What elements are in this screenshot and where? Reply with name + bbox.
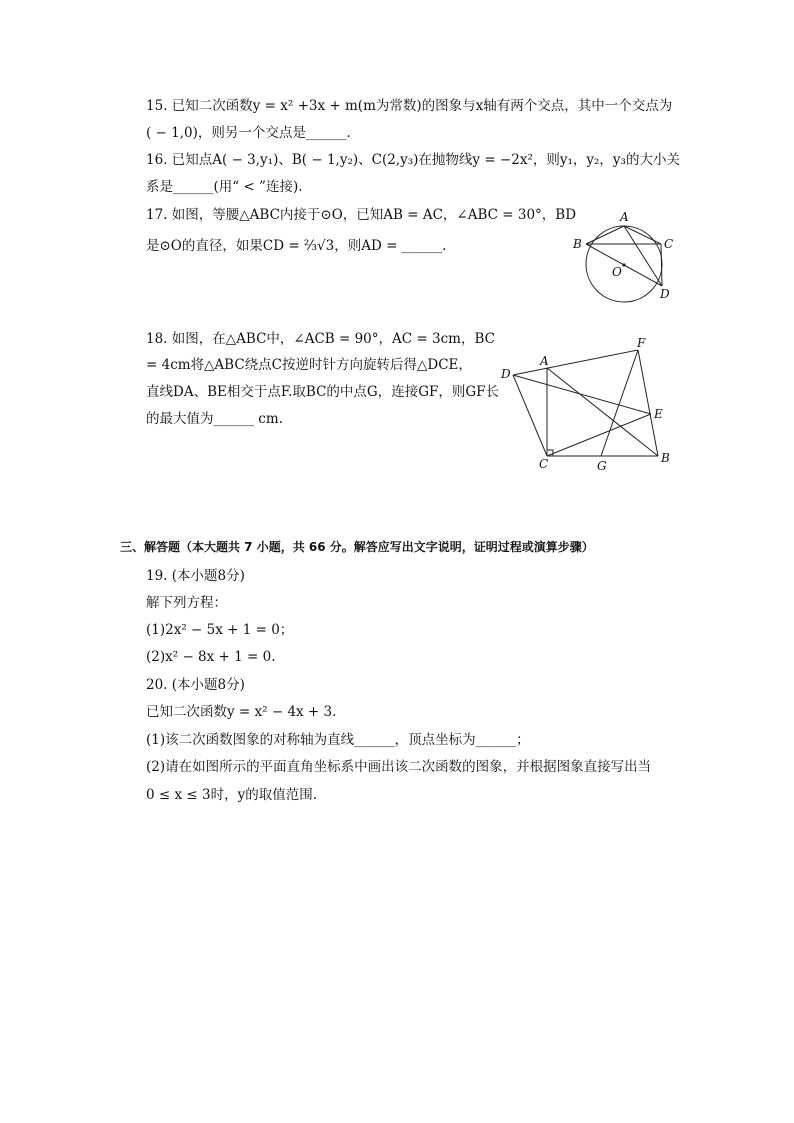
q20-header: 20. (本小题8分): [146, 677, 245, 693]
q19-intro: 解下列方程：: [146, 595, 227, 611]
q18-segment-dc: [513, 375, 547, 456]
q18-segment-de: [513, 375, 651, 414]
q18-line-1: 18. 如图，在△ABC中，∠ACB = 90°，AC = 3cm，BC: [146, 331, 495, 347]
q20-part-1: (1)该二次函数图象的对称轴为直线______，顶点坐标为______；: [146, 732, 530, 748]
q18-line-3: 直线DA、BE相交于点F.取BC的中点G，连接GF，则GF长: [146, 384, 499, 400]
q19-part-2: (2)x² − 8x + 1 = 0.: [146, 649, 276, 665]
q19-header: 19. (本小题8分): [146, 568, 245, 584]
q17-line-1: 17. 如图，等腰△ABC内接于⊙O，已知AB = AC，∠ABC = 30°，BD: [146, 207, 577, 223]
section-3-title: 三、解答题（本大题共 7 小题，共 66 分。解答应写出文字说明，证明过程或演算步骤）: [120, 540, 594, 554]
q20-intro: 已知二次函数y = x² − 4x + 3.: [146, 704, 337, 720]
q18-segment-gf: [601, 350, 638, 456]
q16-line-2: 系是______(用“ < ”连接).: [146, 179, 303, 195]
q17-center-dot: [622, 263, 625, 266]
q17-figure: [570, 208, 680, 308]
q17-segment-cd: [661, 244, 662, 286]
q18-line-2: = 4cm将△ABC绕点C按逆时针方向旋转后得△DCE，: [146, 357, 472, 373]
q18-label-d: D: [501, 367, 511, 381]
q18-label-a: A: [540, 354, 549, 368]
q20-part-2-line-2: 0 ≤ x ≤ 3时，y的取值范围.: [146, 787, 317, 803]
q18-label-c: C: [539, 457, 549, 471]
q17-label-b: B: [573, 237, 582, 251]
q18-segment-df: [513, 350, 638, 375]
q17-segment-ab: [586, 226, 624, 244]
q20-part-2-line-1: (2)请在如图所示的平面直角坐标系中画出该二次函数的图象，并根据图象直接写出当: [146, 759, 652, 775]
q18-segment-fb: [638, 350, 658, 456]
q18-label-g: G: [597, 459, 607, 472]
q15-line-1: 15. 已知二次函数y = x² +3x + m(m为常数)的图象与x轴有两个交点，其中一个交点为: [146, 98, 673, 114]
q17-label-o: O: [612, 265, 622, 279]
q17-label-d: D: [660, 287, 670, 301]
q18-label-b: B: [661, 451, 670, 465]
q16-line-1: 16. 已知点A( − 3,y₁)、B( − 1,y₂)、C(2,y₃)在抛物线y = −2x²，则y₁，y₂，y₃的大小关: [146, 152, 680, 168]
q18-figure: [496, 332, 686, 472]
q18-segment-ab: [547, 368, 658, 456]
q18-label-f: F: [637, 336, 646, 350]
q17-line-2: 是⊙O的直径，如果CD = ⅔√3，则AD = ______.: [146, 238, 447, 254]
q17-label-a: A: [620, 210, 629, 224]
q17-label-c: C: [664, 237, 674, 251]
q18-segment-ce: [547, 414, 651, 456]
q18-line-4: 的最大值为______ cm.: [146, 411, 283, 427]
q15-line-2: ( − 1,0)，则另一个交点是______.: [146, 125, 351, 141]
q18-label-e: E: [654, 407, 663, 421]
q19-part-1: (1)2x² − 5x + 1 = 0；: [146, 622, 294, 638]
